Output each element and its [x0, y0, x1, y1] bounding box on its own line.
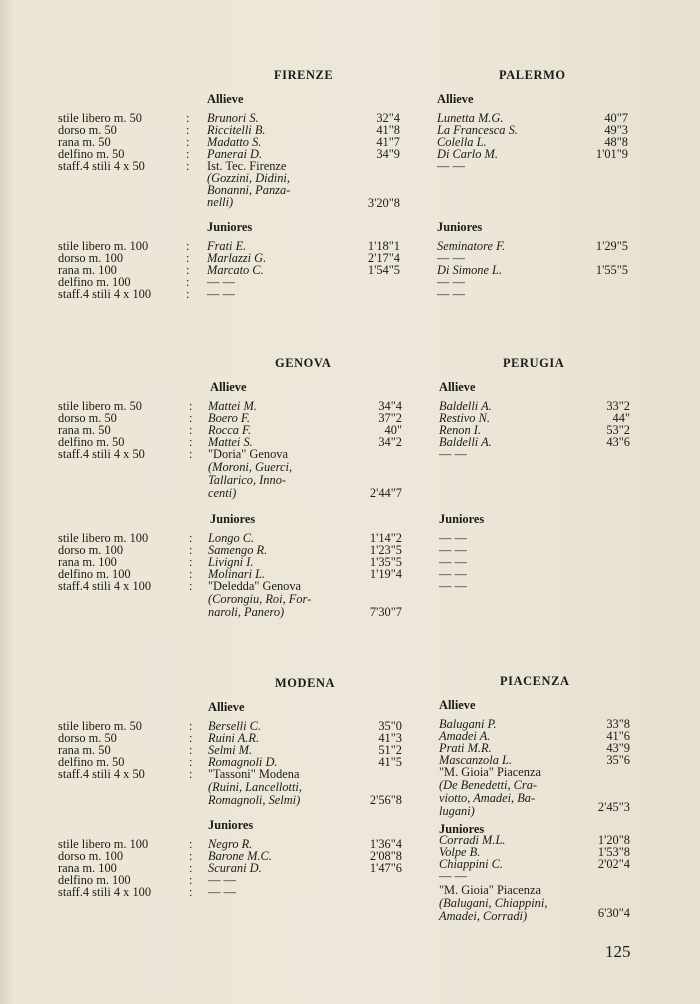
colon: :: [186, 111, 190, 125]
no-result: — —: [439, 869, 467, 883]
athlete-name: Colella L.: [437, 135, 487, 149]
group-label-allieve: Allieve: [439, 380, 476, 394]
relay-members: lugani): [439, 804, 475, 818]
relay-members: nelli): [207, 195, 234, 209]
section-title-palermo: PALERMO: [499, 68, 566, 82]
athlete-name: Rocca F.: [208, 423, 252, 437]
time-value: 41"5: [378, 755, 402, 769]
group-label-allieve: Allieve: [439, 698, 476, 712]
time-value: 41"6: [606, 729, 630, 743]
event-label: delfino m. 50: [58, 435, 125, 449]
event-label: rana m. 50: [58, 743, 111, 757]
athlete-name: Amadei A.: [439, 729, 491, 743]
event-label: staff.4 stili 4 x 50: [58, 767, 145, 781]
athlete-name: Seminatore F.: [437, 239, 506, 253]
athlete-name: Molinari L.: [208, 567, 266, 581]
athlete-name: Restivo N.: [439, 411, 490, 425]
relay-team: "Tassoni" Modena: [208, 767, 300, 781]
colon: :: [189, 731, 193, 745]
event-label: staff.4 stili 4 x 50: [58, 447, 145, 461]
time-value: 1'36"4: [369, 837, 402, 851]
time-value: 33"8: [606, 717, 630, 731]
athlete-name: Mascanzola L.: [439, 753, 512, 767]
no-result: — —: [439, 531, 467, 545]
time-value: 2'45"3: [597, 800, 630, 814]
time-value: 1'35"5: [369, 555, 402, 569]
colon: :: [186, 135, 190, 149]
colon: :: [186, 263, 190, 277]
no-result: — —: [437, 159, 465, 173]
time-value: 1'01"9: [595, 147, 628, 161]
event-label: dorso m. 50: [58, 123, 117, 137]
event-label: stile libero m. 100: [58, 837, 149, 851]
event-label: rana m. 50: [58, 423, 111, 437]
athlete-name: Livigni I.: [208, 555, 254, 569]
no-result: — —: [207, 275, 235, 289]
time-value: 2'56"8: [369, 793, 402, 807]
event-label: delfino m. 100: [58, 275, 131, 289]
athlete-name: Berselli C.: [208, 719, 261, 733]
athlete-name: Volpe B.: [439, 845, 481, 859]
time-value: 1'55"5: [595, 263, 628, 277]
relay-team: "Doria" Genova: [208, 447, 288, 461]
relay-members: viotto, Amadei, Ba-: [439, 791, 536, 805]
colon: :: [186, 251, 190, 265]
event-label: staff.4 stili 4 x 50: [58, 159, 145, 173]
event-label: staff.4 stili 4 x 100: [58, 579, 152, 593]
time-value: 2'08"8: [369, 849, 402, 863]
time-value: 40"7: [604, 111, 628, 125]
no-result: — —: [439, 447, 467, 461]
athlete-name: Selmi M.: [208, 743, 253, 757]
no-result: — —: [439, 555, 467, 569]
time-value: 1'18"1: [367, 239, 400, 253]
time-value: 7'30"7: [369, 605, 402, 619]
event-label: delfino m. 50: [58, 147, 125, 161]
athlete-name: Panerai D.: [207, 147, 263, 161]
group-label-juniores: Juniores: [439, 822, 485, 836]
athlete-name: Di Simone L.: [437, 263, 503, 277]
colon: :: [189, 399, 193, 413]
event-label: stile libero m. 50: [58, 399, 142, 413]
time-value: 1'20"8: [597, 833, 630, 847]
athlete-name: Marcato C.: [207, 263, 264, 277]
group-label-allieve: Allieve: [207, 92, 244, 106]
colon: :: [189, 447, 193, 461]
colon: :: [189, 423, 193, 437]
event-label: dorso m. 100: [58, 543, 124, 557]
group-label-allieve: Allieve: [208, 700, 245, 714]
colon: :: [186, 287, 190, 301]
group-label-juniores: Juniores: [210, 512, 256, 526]
time-value: 33"2: [606, 399, 630, 413]
no-result: — —: [207, 287, 235, 301]
athlete-name: La Francesca S.: [437, 123, 518, 137]
athlete-name: Negro R.: [208, 837, 253, 851]
event-label: dorso m. 100: [58, 849, 124, 863]
time-value: 34"2: [378, 435, 402, 449]
colon: :: [189, 411, 193, 425]
relay-members: Romagnoli, Selmi): [208, 793, 301, 807]
event-label: rana m. 100: [58, 263, 117, 277]
time-value: 1'14"2: [369, 531, 402, 545]
athlete-name: Lunetta M.G.: [437, 111, 504, 125]
athlete-name: Mattei S.: [208, 435, 253, 449]
colon: :: [189, 543, 193, 557]
time-value: 1'29"5: [595, 239, 628, 253]
time-value: 34"4: [378, 399, 402, 413]
colon: :: [186, 123, 190, 137]
colon: :: [189, 873, 193, 887]
athlete-name: Samengo R.: [208, 543, 268, 557]
relay-members: centi): [208, 486, 237, 500]
event-label: rana m. 100: [58, 861, 117, 875]
colon: :: [189, 555, 193, 569]
colon: :: [189, 531, 193, 545]
time-value: 2'17"4: [367, 251, 400, 265]
event-label: stile libero m. 100: [58, 531, 149, 545]
event-label: dorso m. 50: [58, 411, 117, 425]
group-label-allieve: Allieve: [210, 380, 247, 394]
time-value: 43"9: [606, 741, 630, 755]
time-value: 43"6: [606, 435, 630, 449]
athlete-name: Baldelli A.: [439, 435, 492, 449]
group-label-juniores: Juniores: [439, 512, 485, 526]
event-label: delfino m. 100: [58, 873, 131, 887]
athlete-name: Renon I.: [439, 423, 481, 437]
relay-team: "M. Gioia" Piacenza: [439, 883, 541, 897]
no-result: — —: [439, 579, 467, 593]
athlete-name: Marlazzi G.: [207, 251, 267, 265]
colon: :: [189, 755, 193, 769]
athlete-name: Baldelli A.: [439, 399, 492, 413]
event-label: rana m. 50: [58, 135, 111, 149]
time-value: 1'19"4: [369, 567, 402, 581]
athlete-name: Scurani D.: [208, 861, 262, 875]
athlete-name: Riccitelli B.: [207, 123, 266, 137]
colon: :: [186, 239, 190, 253]
time-value: 40": [384, 423, 402, 437]
no-result: — —: [208, 873, 236, 887]
colon: :: [189, 861, 193, 875]
relay-members: Tallarico, Inno-: [208, 473, 287, 487]
time-value: 41"8: [376, 123, 400, 137]
athlete-name: Brunori S.: [207, 111, 259, 125]
relay-team: Ist. Tec. Firenze: [207, 159, 287, 173]
athlete-name: Madatto S.: [207, 135, 262, 149]
relay-members: (Corongiu, Roi, For-: [208, 592, 312, 606]
time-value: 35"0: [378, 719, 402, 733]
colon: :: [186, 275, 190, 289]
time-value: 44": [612, 411, 630, 425]
time-value: 49"3: [604, 123, 628, 137]
time-value: 1'47"6: [369, 861, 402, 875]
colon: :: [189, 719, 193, 733]
event-label: dorso m. 50: [58, 731, 117, 745]
group-label-juniores: Juniores: [207, 220, 253, 234]
athlete-name: Barone M.C.: [208, 849, 272, 863]
time-value: 1'54"5: [367, 263, 400, 277]
athlete-name: Mattei M.: [208, 399, 257, 413]
colon: :: [189, 743, 193, 757]
time-value: 53"2: [606, 423, 630, 437]
group-label-allieve: Allieve: [437, 92, 474, 106]
group-label-juniores: Juniores: [208, 818, 254, 832]
colon: :: [189, 837, 193, 851]
athlete-name: Longo C.: [208, 531, 255, 545]
section-title-piacenza: PIACENZA: [500, 674, 570, 688]
colon: :: [189, 885, 193, 899]
time-value: 32"4: [376, 111, 400, 125]
event-label: staff.4 stili 4 x 100: [58, 287, 152, 301]
section-title-modena: MODENA: [275, 676, 336, 690]
athlete-name: Chiappini C.: [439, 857, 504, 871]
time-value: 37"2: [378, 411, 402, 425]
relay-members: (Moroni, Guerci,: [208, 460, 293, 474]
relay-members: (Gozzini, Didini,: [207, 171, 290, 185]
event-label: stile libero m. 50: [58, 111, 142, 125]
event-label: stile libero m. 50: [58, 719, 142, 733]
event-label: delfino m. 100: [58, 567, 131, 581]
group-label-juniores: Juniores: [437, 220, 483, 234]
relay-members: Amadei, Corradi): [439, 909, 528, 923]
time-value: 51"2: [378, 743, 402, 757]
no-result: — —: [439, 567, 467, 581]
time-value: 6'30"4: [597, 906, 630, 920]
time-value: 3'20"8: [367, 196, 400, 210]
athlete-name: Boero F.: [208, 411, 250, 425]
time-value: 35"6: [606, 753, 630, 767]
no-result: — —: [208, 885, 236, 899]
time-value: 2'44"7: [369, 486, 402, 500]
relay-team: "Deledda" Genova: [208, 579, 302, 593]
event-label: delfino m. 50: [58, 755, 125, 769]
section-title-firenze: FIRENZE: [274, 68, 334, 82]
relay-team: "M. Gioia" Piacenza: [439, 765, 541, 779]
colon: :: [189, 567, 193, 581]
event-label: stile libero m. 100: [58, 239, 149, 253]
athlete-name: Ruini A.R.: [208, 731, 260, 745]
event-label: dorso m. 100: [58, 251, 124, 265]
no-result: — —: [439, 543, 467, 557]
time-value: 41"3: [378, 731, 402, 745]
athlete-name: Prati M.R.: [439, 741, 492, 755]
no-result: — —: [437, 251, 465, 265]
time-value: 1'53"8: [597, 845, 630, 859]
event-label: staff.4 stili 4 x 100: [58, 885, 152, 899]
athlete-name: Di Carlo M.: [437, 147, 498, 161]
colon: :: [189, 767, 193, 781]
relay-members: naroli, Panero): [208, 605, 285, 619]
colon: :: [189, 435, 193, 449]
athlete-name: Romagnoli D.: [208, 755, 278, 769]
no-result: — —: [437, 287, 465, 301]
time-value: 1'23"5: [369, 543, 402, 557]
time-value: 48"8: [604, 135, 628, 149]
colon: :: [186, 159, 190, 173]
time-value: 41"7: [376, 135, 400, 149]
relay-members: (Ruini, Lancellotti,: [208, 780, 302, 794]
relay-members: (De Benedetti, Cra-: [439, 778, 538, 792]
relay-members: (Balugani, Chiappini,: [439, 896, 548, 910]
time-value: 34"9: [376, 147, 400, 161]
athlete-name: Frati E.: [207, 239, 247, 253]
colon: :: [186, 147, 190, 161]
section-title-perugia: PERUGIA: [503, 356, 565, 370]
no-result: — —: [437, 275, 465, 289]
athlete-name: Balugani P.: [439, 717, 497, 731]
page-number: 125: [605, 942, 631, 961]
colon: :: [189, 579, 193, 593]
event-label: rana m. 100: [58, 555, 117, 569]
section-title-genova: GENOVA: [275, 356, 332, 370]
time-value: 2'02"4: [597, 857, 630, 871]
athlete-name: Corradi M.L.: [439, 833, 506, 847]
colon: :: [189, 849, 193, 863]
relay-members: Bonanni, Panza-: [207, 183, 291, 197]
